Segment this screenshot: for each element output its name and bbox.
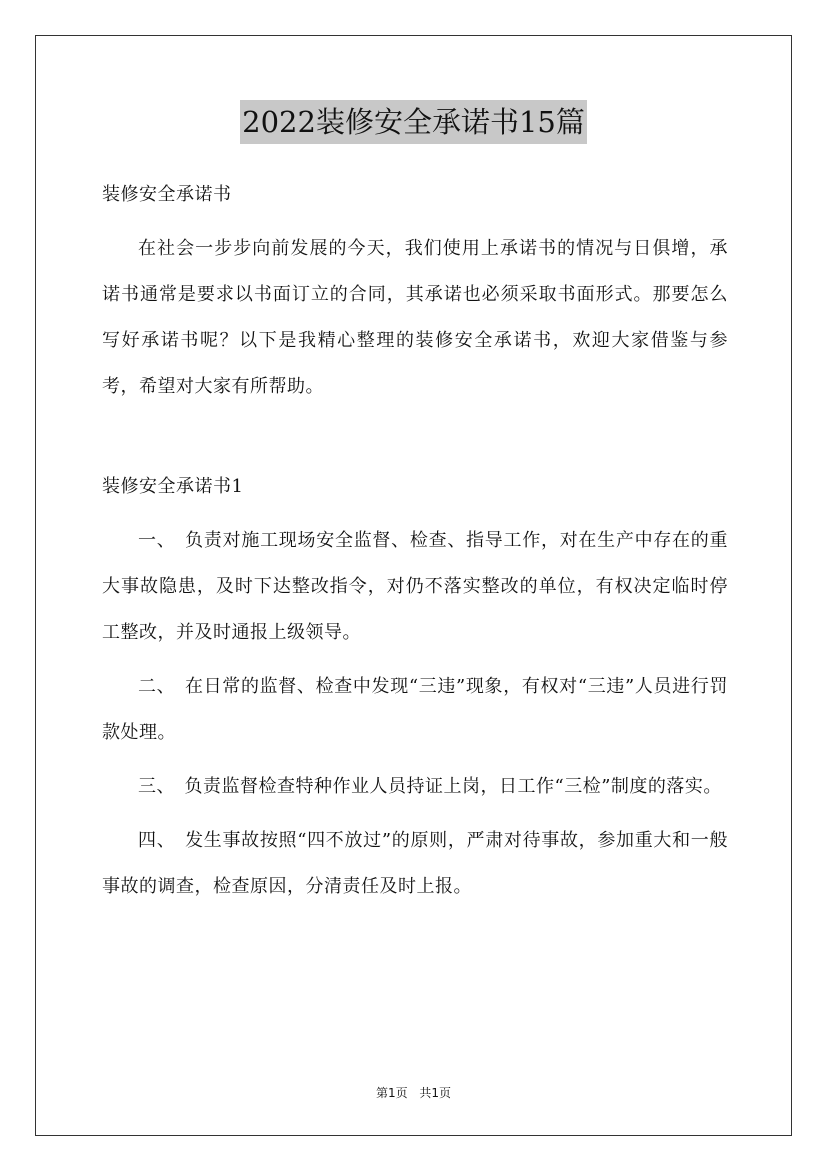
section1-item-3: 三、 负责监督检查特种作业人员持证上岗，日工作“三检”制度的落实。 <box>138 776 722 797</box>
section1-item-2: 二、 在日常的监督、检查中发现“三违”现象，有权对“三违”人员进行罚款处理。 <box>102 676 728 743</box>
current-page-label: 第1页 <box>375 1086 408 1100</box>
intro-heading: 装修安全承诺书 <box>102 184 232 205</box>
title-container <box>0 100 827 144</box>
document-body <box>102 172 728 910</box>
page-footer <box>0 1084 827 1101</box>
section-spacer <box>102 410 728 464</box>
intro-paragraph: 在社会一步步向前发展的今天，我们使用上承诺书的情况与日俱增，承诺书通常是要求以书面订立的合同，其承诺也必须采取书面形式。那要怎么写好承诺书呢？以下是我精心整理的装修安全承诺书，欢迎大家借鉴与参考，希望对大家有所帮助。 <box>102 238 728 397</box>
document-title: 2022装修安全承诺书15篇 <box>240 100 587 144</box>
paragraph-gap <box>102 756 728 764</box>
total-pages-label: 共1页 <box>419 1086 452 1100</box>
paragraph-gap <box>102 810 728 818</box>
section1-item-4: 四、 发生事故按照“四不放过”的原则，严肃对待事故，参加重大和一般事故的调查，检查原因，分清责任及时上报。 <box>102 830 728 897</box>
section1-heading: 装修安全承诺书1 <box>102 476 244 497</box>
paragraph-gap <box>102 656 728 664</box>
section1-item-1: 一、 负责对施工现场安全监督、检查、指导工作，对在生产中存在的重大事故隐患，及时下达整改指令，对仍不落实整改的单位，有权决定临时停工整改，并及时通报上级领导。 <box>102 530 728 643</box>
